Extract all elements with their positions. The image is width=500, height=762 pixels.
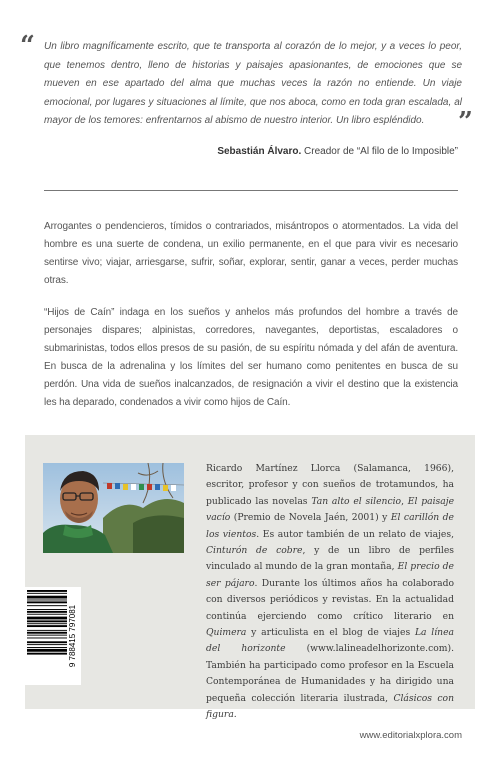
barcode-bar [27, 635, 67, 636]
bio-text: y articulista en el blog de viajes [246, 627, 415, 639]
barcode-bar [27, 611, 67, 613]
review-quote [44, 38, 462, 131]
barcode-bar [27, 653, 67, 655]
quote-text: Un libro magníficamente escrito, que te transporta al corazón de lo mejor, y a veces lo peor, que tenemos dentro, lleno de historias y paisajes apasionantes, de emociones que se mueven en ese apartado del alma que muchas veces la razón no entiende. Un viaje emocional, por lugares y situaciones al límite, que nos aboca, como en toda gran escalada, al mayor de los temores: enfrentarnos al abismo de nuestro interior. Un libro espléndido. [44, 41, 462, 126]
barcode-bar [27, 632, 67, 634]
bio-text: (Premio de Novela Jaén, 2001) y [230, 512, 391, 524]
isbn-digits: 9 788415 797081 [68, 604, 77, 668]
author-panel [25, 435, 475, 721]
barcode-bar [27, 623, 67, 624]
author-bio [206, 461, 454, 724]
barcode-bar [27, 614, 67, 615]
bio-text: , y de un libro de perfiles vinculado al mundo de la gran montaña, [206, 545, 454, 573]
barcode-bar [27, 596, 67, 599]
barcode-bar [27, 593, 67, 594]
quote-attribution [217, 146, 458, 157]
barcode-bar [27, 590, 67, 592]
synopsis-paragraph: Arrogantes o pendencieros, tímidos o contrariados, misántropos o atormentados. La vida del hombre es una suerte de condena, un exilio permanente, en el que para vivir es necesario sentirse vivo; viajar, arriesgarse, sufrir, soñar, explorar, sentir, ganar a veces, perder muchas otras. [44, 221, 458, 286]
blog-title: La línea del horizonte [206, 627, 454, 655]
bio-text: . Durante los últimos años ha colaborado con diversos periódicos y revistas. En la actualidad continúa ejerciendo como crítico literario en [206, 577, 455, 622]
barcode-bar [27, 609, 67, 610]
barcode-bar [27, 630, 67, 631]
isbn-barcode [25, 587, 81, 685]
barcode-bar [27, 601, 67, 603]
author-photo [43, 463, 184, 553]
book-title: El precio de ser pájaro [206, 561, 454, 589]
publisher-website: www.editorialxplora.com [359, 730, 462, 741]
book-title: Tan alto el silencio [311, 495, 402, 507]
synopsis-paragraph: “Hijos de Caín” indaga en los sueños y anhelos más profundos del hombre a través de personajes dispares; alpinistas, corredores, navegantes, deportistas, escaladores o submarinistas, todos ellos presos de su pasión, de su espíritu nómada y del afán de aventura. En busca de la adrenalina y los límites del ser humano como penitentes en busca de su perdón. Una vida de sueños inalcanzados, de resignación a vivir el destino que la existencia les ha deparado, condenados a vivir como hijos de Caín. [44, 307, 458, 408]
open-quote-mark: “ [20, 31, 32, 61]
barcode-bar [27, 617, 67, 620]
book-title: El paisaje vacío [206, 495, 455, 524]
synopsis [44, 218, 458, 426]
book-title: El carillón de los vientos [206, 512, 454, 540]
collection-title: Clásicos con figura [206, 692, 454, 721]
barcode-bar [27, 638, 67, 639]
bio-text: , [401, 495, 408, 507]
quote-author: Sebastián Álvaro. [217, 146, 302, 157]
bio-text: (www.lalineadelhorizonte.com). También ha participado como profesor en la Escuela Contemporánea de Humanidades y ha dirigido una pequeña colección literaria ilustrada, [206, 643, 454, 704]
publication-title: Quimera [206, 627, 247, 639]
barcode-bar [27, 600, 67, 601]
quote-author-role: Creador de “Al filo de lo Imposible” [304, 146, 458, 157]
barcode-bar [27, 649, 67, 652]
divider [44, 190, 458, 191]
bio-text: Ricardo Martínez Llorca (Salamanca, 1966), escritor, profesor y con sueños de trotamundos, ha publicado las novelas [206, 463, 454, 507]
barcode-bar [27, 625, 67, 627]
book-title: Cinturón de cobre [206, 545, 303, 557]
barcode-bar [27, 641, 67, 643]
barcode-bar [27, 620, 67, 622]
barcode-bar [27, 644, 67, 645]
close-quote-mark: ” [458, 107, 470, 137]
bio-text: . Es autor también de un relato de viajes, [256, 528, 454, 540]
bio-text: . [233, 709, 237, 721]
barcode-bar [27, 605, 67, 606]
barcode-bar [27, 647, 67, 648]
